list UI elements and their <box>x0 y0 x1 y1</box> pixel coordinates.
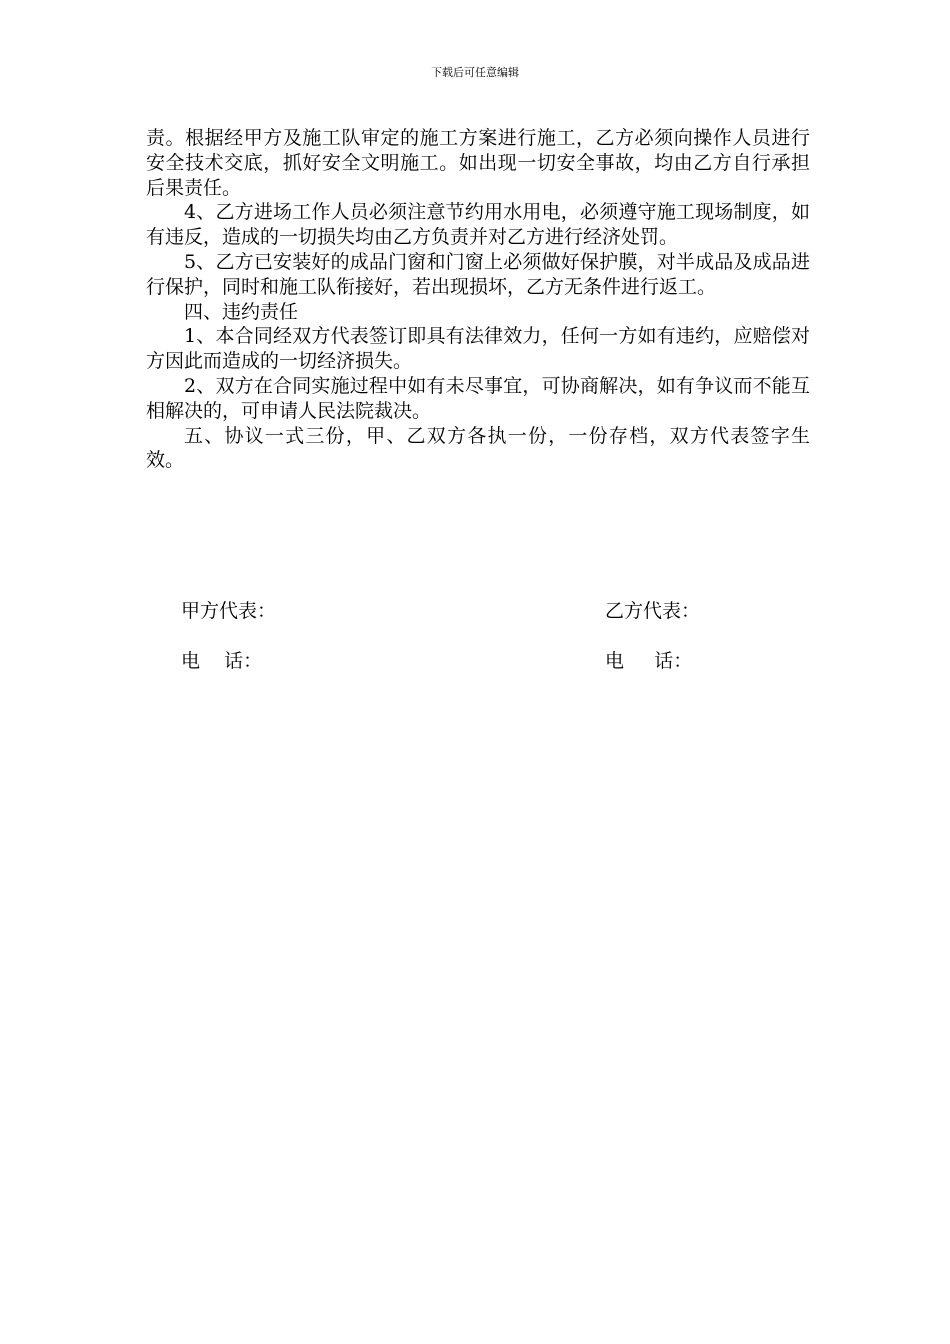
party-a-phone-label: 电 话： <box>181 650 263 672</box>
paragraph-breach-1: 1、本合同经双方代表签订即具有法律效力，任何一方如有违约，应赔偿对方因此而造成的一切经济损失。 <box>146 325 810 373</box>
paragraph-clause-4: 4、乙方进场工作人员必须注意节约用水用电，必须遵守施工现场制度，如有违反，造成的一切损失均由乙方负责并对乙方进行经济处罚。 <box>146 201 810 249</box>
paragraph-safety-responsibility: 责。根据经甲方及施工队审定的施工方案进行施工，乙方必须向操作人员进行安全技术交底，抓好安全文明施工。如出现一切安全事故，均由乙方自行承担后果责任。 <box>146 127 810 199</box>
party-b-representative-label: 乙方代表： <box>605 600 701 622</box>
page-header: 下载后可任意编辑 <box>431 66 519 79</box>
paragraph-breach-2: 2、双方在合同实施过程中如有未尽事宜，可协商解决，如有争议而不能互相解决的，可申请人民法院裁决。 <box>146 374 810 422</box>
party-a-representative-label: 甲方代表： <box>181 600 277 622</box>
document-body <box>146 126 810 473</box>
section-heading-breach: 四、违约责任 <box>184 300 299 323</box>
party-b-phone-label: 电 话： <box>605 650 693 672</box>
paragraph-clause-5: 5、乙方已安装好的成品门窗和门窗上必须做好保护膜，对半成品及成品进行保护，同时和施工队衔接好，若出现损坏，乙方无条件进行返工。 <box>146 250 810 298</box>
paragraph-copies: 五、协议一式三份，甲、乙双方各执一份，一份存档，双方代表签字生效。 <box>146 424 810 472</box>
